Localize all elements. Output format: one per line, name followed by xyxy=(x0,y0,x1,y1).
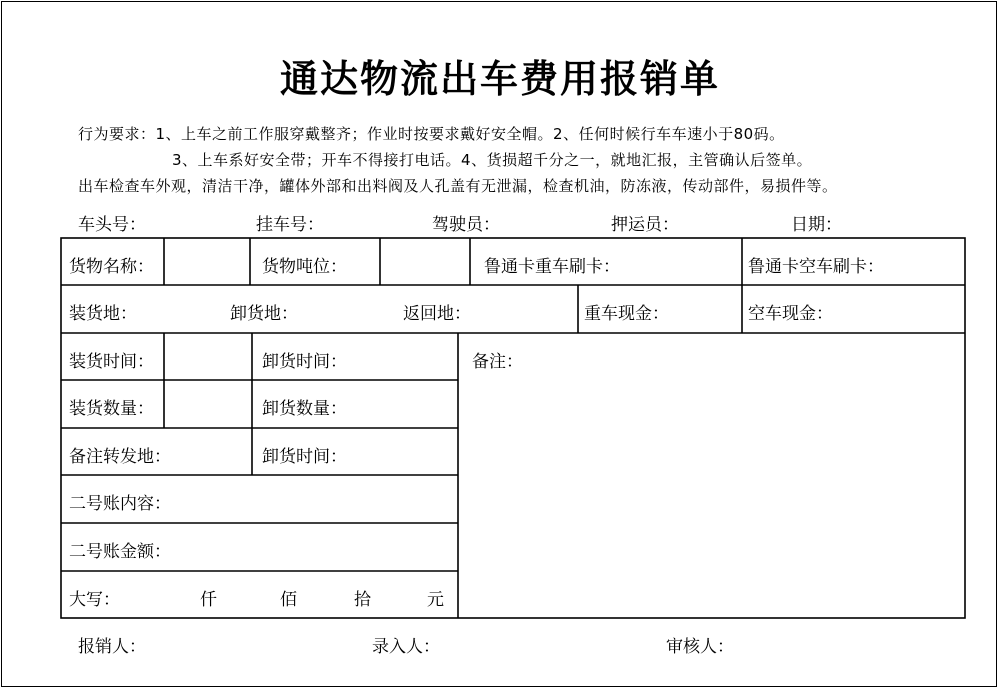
load-quantity-label: 装货数量： xyxy=(69,399,154,419)
driver-label: 驾驶员： xyxy=(432,215,500,235)
unload-place-label: 卸货地： xyxy=(230,304,298,324)
cargo-tonnage-label: 货物吨位： xyxy=(262,257,347,277)
claimant-label: 报销人： xyxy=(78,637,146,657)
remark-forward-place-label: 备注转发地： xyxy=(69,447,171,467)
unit-hundred-label: 佰 xyxy=(280,590,297,610)
unit-yuan-label: 元 xyxy=(427,590,444,610)
unit-thousand-label: 仟 xyxy=(200,590,217,610)
account-2-amount-label: 二号账金额： xyxy=(69,542,171,562)
requirement-line-3: 出车检查车外观，清洁干净，罐体外部和出料阀及人孔盖有无泄漏，检查机油，防冻液，传动部件，易损件等。 xyxy=(78,177,838,195)
load-time-label: 装货时间： xyxy=(69,352,154,372)
escort-label: 押运员： xyxy=(611,215,679,235)
reviewer-label: 审核人： xyxy=(666,637,734,657)
loaded-cash-label: 重车现金： xyxy=(584,304,669,324)
empty-cash-label: 空车现金： xyxy=(748,304,833,324)
amount-in-words-label: 大写： xyxy=(69,590,120,610)
trailer-number-label: 挂车号： xyxy=(256,215,324,235)
unload-time-label: 卸货时间： xyxy=(262,352,347,372)
remarks-label: 备注： xyxy=(472,352,523,372)
unload-time-2-label: 卸货时间： xyxy=(262,447,347,467)
unload-quantity-label: 卸货数量： xyxy=(262,399,347,419)
requirement-line-2: 3、上车系好安全带；开车不得接打电话。4、货损超千分之一，就地汇报，主管确认后签单。 xyxy=(172,151,813,169)
lutong-card-empty-label: 鲁通卡空车刷卡： xyxy=(748,257,884,277)
lutong-card-loaded-label: 鲁通卡重车刷卡： xyxy=(484,257,620,277)
entered-by-label: 录入人： xyxy=(372,637,440,657)
load-place-label: 装货地： xyxy=(69,304,137,324)
cargo-name-label: 货物名称： xyxy=(69,257,154,277)
document-border xyxy=(1,1,997,687)
unit-ten-label: 拾 xyxy=(354,590,371,610)
form-title: 通达物流出车费用报销单 xyxy=(279,57,720,101)
account-2-content-label: 二号账内容： xyxy=(69,494,171,514)
return-place-label: 返回地： xyxy=(403,304,471,324)
requirement-line-1: 行为要求：1、上车之前工作服穿戴整齐；作业时按要求戴好安全帽。2、任何时候行车车速小于80码。 xyxy=(78,125,785,143)
date-label: 日期： xyxy=(791,215,842,235)
head-number-label: 车头号： xyxy=(78,215,146,235)
